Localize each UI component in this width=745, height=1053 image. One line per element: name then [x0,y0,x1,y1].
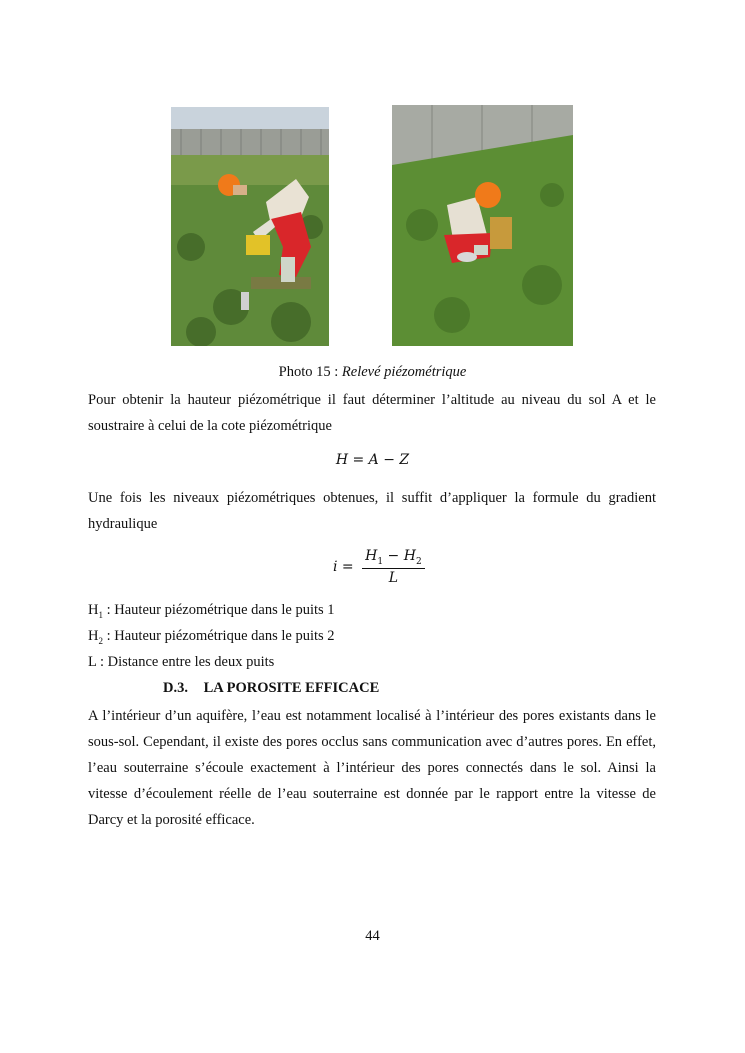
formula-hydraulic-gradient [333,548,425,586]
formula-lhs: i = [333,558,354,575]
section-number: D.3. [163,680,188,696]
caption-label: Photo 15 : [278,364,339,380]
photo-worker-crouching [392,105,573,346]
section-heading [163,680,379,697]
formula-piezometric-height: H = A − Z [335,452,410,468]
paragraph-hydraulic-gradient: Une fois les niveaux piézométriques obtenues, il suffit d’appliquer la formule du gradient hydraulique [88,490,656,532]
definition-h1: $H_1$ : Hauteur piézométrique dans le puits 1 [88,602,335,620]
formula-numerator: $H_1 - H_2$ [362,548,425,569]
figure-caption [0,364,745,381]
formula-fraction [362,548,425,586]
paragraph-piezometric-height: Pour obtenir la hauteur piézométrique il faut déterminer l’altitude au niveau du sol A et le soustraire à celui de la cote piézométrique [88,392,656,434]
caption-title: Relevé piézométrique [341,364,467,380]
paragraph-effective-porosity: A l’intérieur d’un aquifère, l’eau est notamment localisé à l’intérieur des pores existants dans le sous-sol. Cependant, il existe des pores occlus sans communication avec d’autres pores. En effet, l’eau souterraine s’écoule exactement à l’intérieur des pores connectés dans le sol. Ainsi la vitesse d’écoulement réelle de l’eau souterraine est donnée par le rapport entre la vitesse de Darcy et la porosité efficace. [88,708,656,828]
formula-denominator: L [388,569,399,586]
definition-l: L : Distance entre les deux puits [88,654,275,670]
definition-h2: $H_2$ : Hauteur piézométrique dans le puits 2 [88,628,335,646]
section-title: LA POROSITE EFFICACE [203,680,380,696]
photo-worker-standing [171,107,329,346]
page-number: 44 [365,928,380,944]
